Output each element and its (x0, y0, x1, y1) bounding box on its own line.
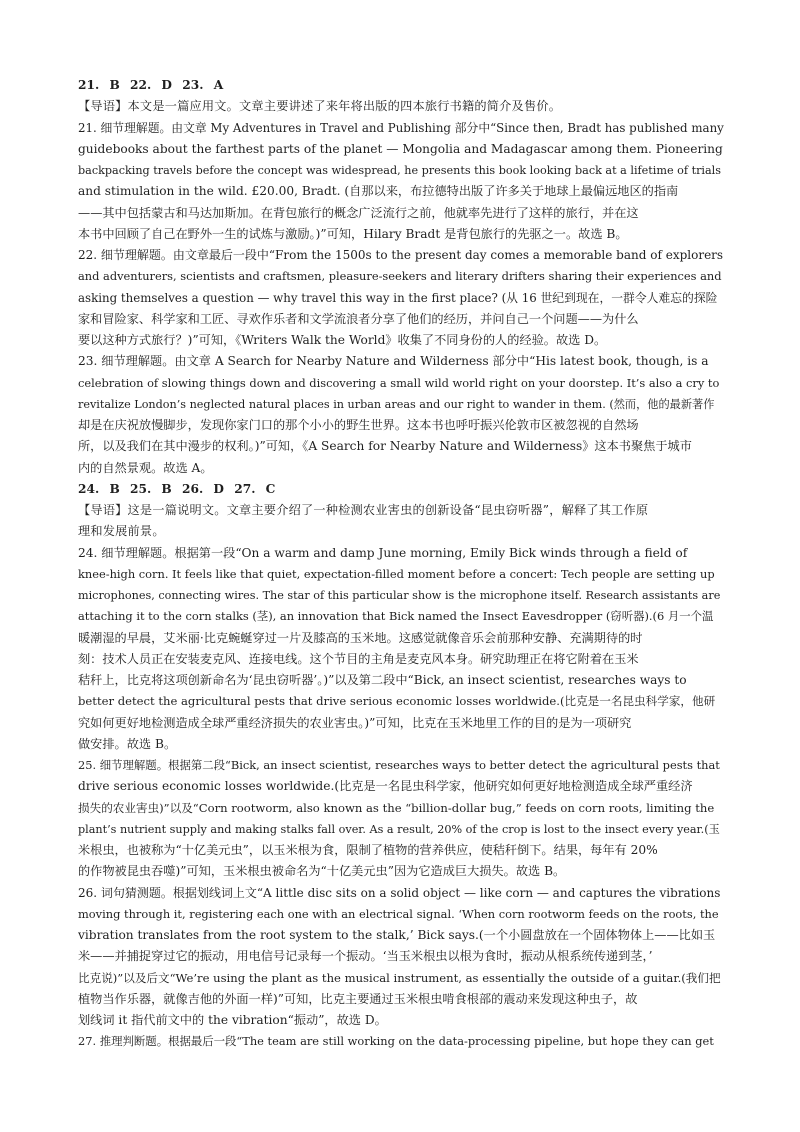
q24-line-9: 究如何更好地检测造成全球严重经济损失的农业害虫。)”可知，比克在玉米地里工作的目的是为一项研究 (78, 715, 632, 730)
q23-line-3: revitalize London’s neglected natural places in urban areas and our right to wander in them. (然而，他的最新著作 (78, 397, 715, 411)
answer-explanation-page (78, 75, 724, 1053)
q23-line-1: 23. 细节理解题。由文章 A Search for Nearby Nature and Wilderness 部分中“His latest book, though, is a (78, 354, 709, 369)
q24-line-2: knee-high corn. It feels like that quiet, expectation-filled moment before a concert: Tech people are setting up (78, 566, 715, 581)
q27-line-1: 27. 推理判断题。根据最后一段“The team are still working on the data-processing pipeline, but hope they can get (78, 1034, 714, 1049)
guide-passage-d-1: 【导语】这是一篇说明文。文章主要介绍了一种检测农业害虫的创新设备“昆虫窃听器”，解释了其工作原 (78, 503, 649, 517)
q25-line-1: 25. 细节理解题。根据第二段“Bick, an insect scientist, researches ways to better detect the agricultural pests that (78, 758, 720, 772)
q24-line-10: 做安排。故选 B。 (78, 736, 177, 751)
q23-line-5: 所，以及我们在其中漫步的权利。)”可知，《A Search for Nearby Nature and Wilderness》这本书聚焦于城市 (78, 439, 692, 454)
q24-line-7: 秸秆上，比克将这项创新命名为‘昆虫窃听器’。)”以及第二段中“Bick, an insect scientist, researches ways to (78, 673, 687, 687)
q25-line-2: drive serious economic losses worldwide.(比克是一名昆虫科学家，他研究如何更好地检测造成全球严重经济 (78, 779, 693, 794)
q26-line-5: 比克说)”以及后文“We’re using the plant as the musical instrument, as essentially the outside of a guitar.(我们把 (78, 970, 721, 985)
q26-line-2: moving through it, registering each one with an electrical signal. ‘When corn rootworm feeds on the roots, the (78, 906, 719, 921)
guide-passage-d-2: 理和发展前景。 (78, 524, 165, 539)
q22-line-2: and adventurers, scientists and craftsmen, pleasure-seekers and literary drifters sharing their experiences and (78, 269, 722, 284)
q22-line-4: 家和冒险家、科学家和工匠、寻欢作乐者和文学流浪者分享了他们的经历，并问自己一个问题——为什么 (78, 311, 639, 326)
q22-line-5: 要以这种方式旅行？)”可知，《Writers Walk the World》收集了不同身份的人的经验。故选 D。 (78, 333, 607, 347)
q24-line-4: attaching it to the corn stalks (茎), an innovation that Bick named the Insect Eavesdropper (窃听器).(6 月一个温 (78, 609, 714, 624)
q24-line-6: 刻：技术人员正在安装麦克风、连接电线。这个节目的主角是麦克风本身。研究助理正在将它附着在玉米 (78, 651, 639, 666)
q23-line-2: celebration of slowing things down and discovering a small wild world right on your doorstep. It’s also a cry to (78, 375, 720, 390)
q21-line-5: ——其中包括蒙古和马达加斯加。在背包旅行的概念广泛流行之前，他就率先进行了这样的旅行，并在这 (78, 205, 639, 220)
q26-line-3: vibration translates from the root system to the stalk,’ Bick says.(一个小圆盘放在一个固体物体上——比如玉 (78, 928, 716, 942)
q21-line-1: 21. 细节理解题。由文章 My Adventures in Travel and Publishing 部分中“Since then, Bradt has published many (78, 120, 724, 135)
q26-line-6: 植物当作乐器，就像吉他的外面一样)”可知，比克主要通过玉米根虫啃食根部的震动来发现这种虫子，故 (78, 991, 638, 1006)
q21-line-6: 本书中回顾了自己在野外一生的试炼与激励。)”可知，Hilary Bradt 是背包旅行的先驱之一。故选 B。 (78, 226, 628, 241)
answer-key-24-27: 24. B 25. B 26. D 27. C (78, 481, 276, 496)
q26-line-1: 26. 词句猜测题。根据划线词上文“A little disc sits on a solid object — like corn — and captures the vibrations (78, 885, 721, 900)
guide-passage-c: 【导语】本文是一篇应用文。文章主要讲述了来年将出版的四本旅行书籍的简介及售价。 (78, 99, 562, 114)
q21-line-3: backpacking travels before the concept was widespread, he presents this book looking back at a lifetime of trials (78, 164, 721, 177)
q25-line-3: 损失的农业害虫)”以及“Corn rootworm, also known as the “billion-dollar bug,” feeds on corn roots, limiting the (78, 800, 715, 815)
q23-line-6: 内的自然景观。故选 A。 (78, 460, 213, 475)
q22-line-3: asking themselves a question — why travel this way in the first place? (从 16 世纪到现在，一群令人难忘的探险 (78, 290, 718, 305)
answer-key-21-23: 21. B 22. D 23. A (78, 78, 224, 92)
q24-line-3: microphones, connecting wires. The star of this particular show is the microphone itself. Research assistants are (78, 589, 721, 602)
q23-line-4: 却是在庆祝放慢脚步，发现你家门口的那个小小的野生世界。这本书也呼吁振兴伦敦市区被忽视的自然场 (78, 418, 639, 432)
q26-line-4: 米——并捕捉穿过它的振动，用电信号记录每一个振动。‘当玉米根虫以根为食时，振动从根系统传递到茎，’ (78, 949, 653, 964)
q24-line-1: 24. 细节理解题。根据第一段“On a warm and damp June morning, Emily Bick winds through a field of (78, 545, 688, 560)
q21-line-2: guidebooks about the farthest parts of the planet — Mongolia and Madagascar among them. Pioneering (78, 141, 723, 156)
q24-line-5: 暖潮湿的早晨，艾米丽·比克蜿蜒穿过一片及膝高的玉米地。这感觉就像音乐会前那种安静、充满期待的时 (78, 630, 643, 645)
q24-line-8: better detect the agricultural pests that drive serious economic losses worldwide.(比克是一名昆虫科学家，他研 (78, 694, 716, 709)
q25-line-5: 米根虫，也被称为“十亿美元虫”，以玉米根为食，限制了植物的营养供应，使秸秆倒下。结果，每年有 20% (78, 843, 658, 857)
q21-line-4: and stimulation in the wild. £20.00, Bradt. (自那以来，布拉德特出版了许多关于地球上最偏远地区的指南 (78, 184, 679, 199)
q26-line-7: 划线词 it 指代前文中的 the vibration“振动”，故选 D。 (78, 1013, 387, 1027)
q22-line-1: 22. 细节理解题。由文章最后一段中“From the 1500s to the present day comes a memorable band of explorers (78, 248, 724, 262)
q25-line-6: 的作物被昆虫吞噬)”可知，玉米根虫被命名为“十亿美元虫”因为它造成巨大损失。故选 B。 (78, 864, 566, 879)
q25-line-4: plant’s nutrient supply and making stalks fall over. As a result, 20% of the crop is lost to the insect every year.(玉 (78, 822, 720, 836)
